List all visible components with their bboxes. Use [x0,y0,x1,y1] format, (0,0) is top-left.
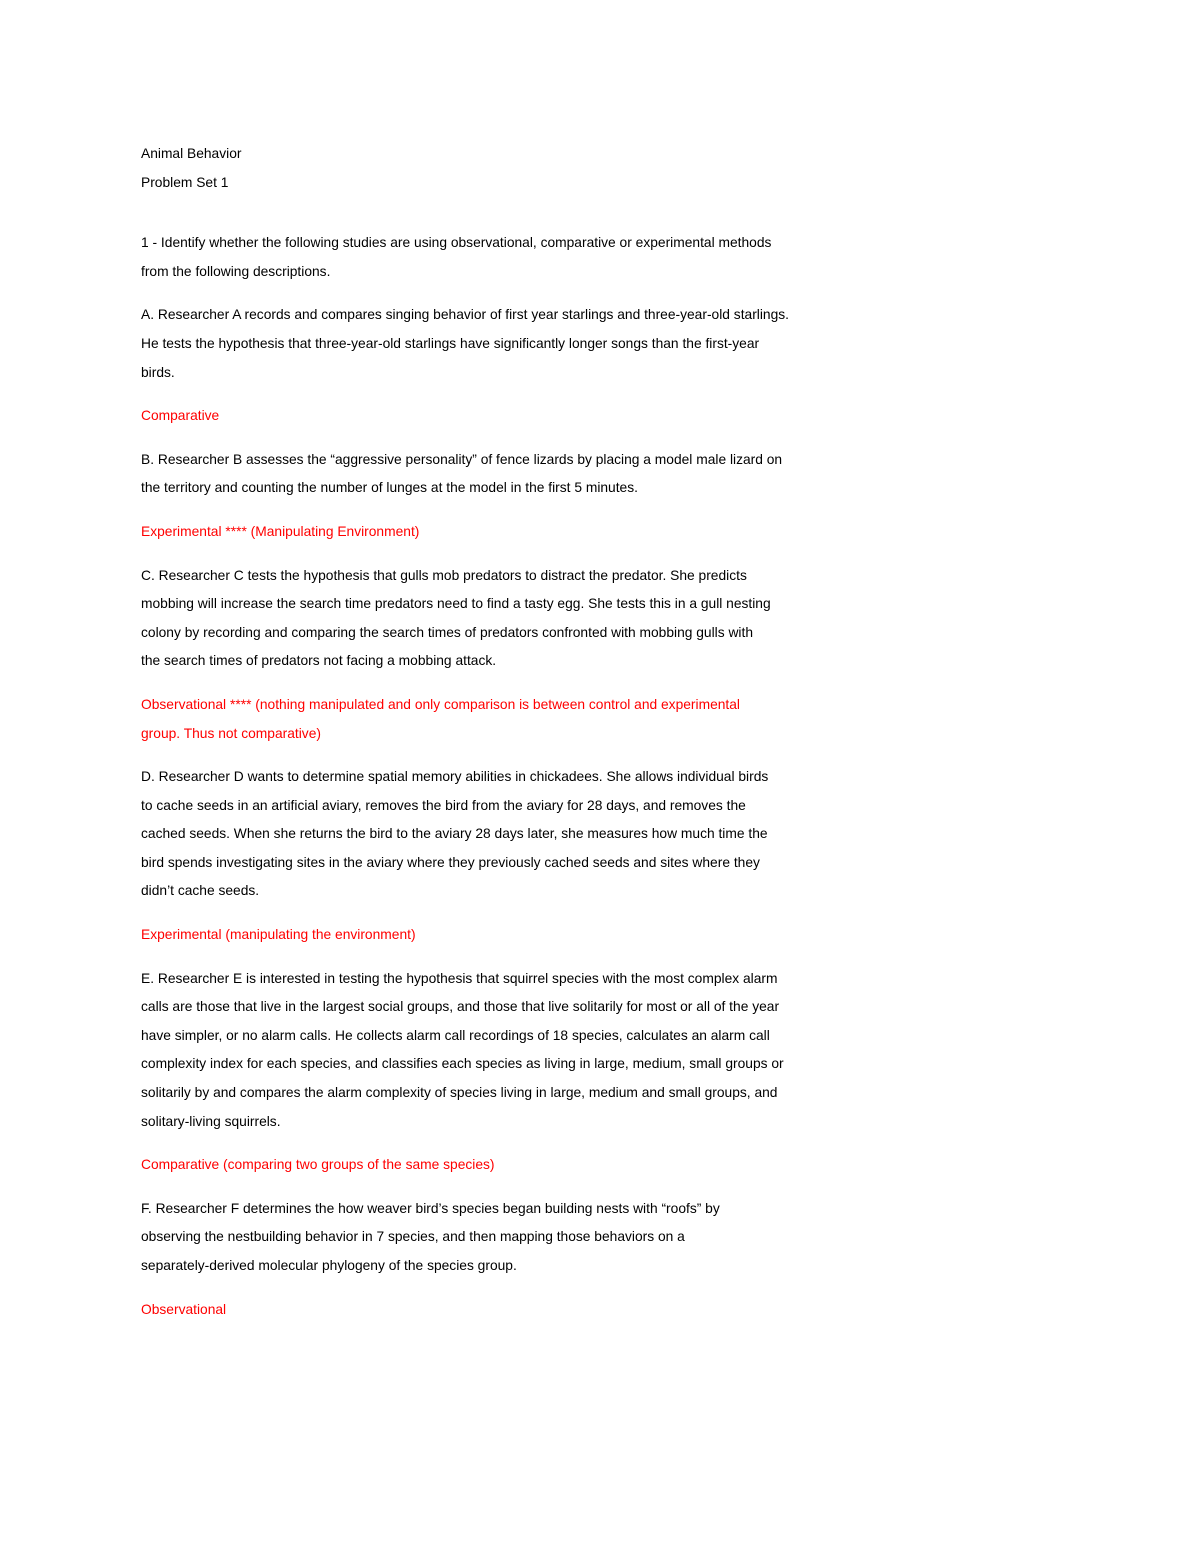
study-line: birds. [141,364,175,380]
study-line: the search times of predators not facing a mobbing attack. [141,653,497,669]
study-line: solitarily by and compares the alarm complexity of species living in large, medium and small groups, and [141,1085,778,1101]
study-line: complexity index for each species, and classifies each species as living in large, medium, small groups or [141,1056,784,1072]
question-prompt [141,229,1061,286]
study-line: observing the nestbuilding behavior in 7 species, and then mapping those behaviors on a [141,1229,685,1245]
spacer [141,748,1061,763]
answer-f [141,1296,1061,1325]
answer-line: Comparative [141,408,220,424]
answer-line: Comparative (comparing two groups of the same species) [141,1157,495,1173]
spacer [141,387,1061,402]
study-line: He tests the hypothesis that three-year-old starlings have significantly longer songs than the first-year [141,335,760,351]
study-line: E. Researcher E is interested in testing the hypothesis that squirrel species with the most complex alarm [141,970,778,986]
study-line: F. Researcher F determines the how weaver bird’s species began building nests with “roofs” by [141,1200,720,1216]
spacer [141,286,1061,301]
answer-a [141,402,1061,431]
study-line: to cache seeds in an artificial aviary, removes the bird from the aviary for 28 days, and removes the [141,797,746,813]
answer-line: Experimental (manipulating the environment) [141,927,416,943]
study-line: didn’t cache seeds. [141,883,260,899]
study-line: mobbing will increase the search time predators need to find a tasty egg. She tests this in a gull nesting [141,596,771,612]
study-line: separately-derived molecular phylogeny of the species group. [141,1258,517,1273]
spacer [141,547,1061,562]
answer-line: Experimental **** (Manipulating Environment) [141,523,420,539]
answer-line: Observational [141,1301,227,1317]
document-page [141,140,1061,1324]
spacer [141,431,1061,446]
answer-c [141,691,1061,748]
study-line: calls are those that live in the largest social groups, and those that live solitarily for most or all of the year [141,999,780,1015]
spacer [141,676,1061,691]
study-line: bird spends investigating sites in the aviary where they previously cached seeds and sites where they [141,854,760,870]
study-line: colony by recording and comparing the search times of predators confronted with mobbing gulls with [141,624,753,640]
study-line: have simpler, or no alarm calls. He collects alarm call recordings of 18 species, calculates an alarm call [141,1027,770,1043]
study-item-e [141,965,1061,1137]
study-line: A. Researcher A records and compares singing behavior of first year starlings and three-year-old starlings. [141,307,790,323]
study-line: C. Researcher C tests the hypothesis that gulls mob predators to distract the predator. She predicts [141,567,747,583]
spacer [141,503,1061,518]
course-title: Animal Behavior [141,146,242,161]
study-line: B. Researcher B assesses the “aggressive personality” of fence lizards by placing a model male lizard on [141,451,783,467]
answer-b [141,518,1061,547]
spacer [141,197,1061,229]
study-line: D. Researcher D wants to determine spatial memory abilities in chickadees. She allows individual birds [141,769,769,785]
answer-line: Observational **** (nothing manipulated and only comparison is between control and experimental [141,696,740,712]
study-item-b [141,446,1061,503]
answer-e [141,1151,1061,1180]
question-line: from the following descriptions. [141,263,331,279]
spacer [141,906,1061,921]
study-item-f [141,1195,1061,1281]
spacer [141,1281,1061,1296]
answer-line: group. Thus not comparative) [141,725,321,741]
spacer [141,1180,1061,1195]
answer-d [141,921,1061,950]
study-line: cached seeds. When she returns the bird to the aviary 28 days later, she measures how much time the [141,826,768,842]
assignment-title: Problem Set 1 [141,174,229,190]
question-line: 1 - Identify whether the following studies are using observational, comparative or experimental methods [141,235,772,251]
spacer [141,1136,1061,1151]
study-line: the territory and counting the number of lunges at the model in the first 5 minutes. [141,480,638,496]
study-item-a [141,301,1061,387]
study-item-d [141,763,1061,906]
spacer [141,950,1061,965]
study-item-c [141,562,1061,676]
study-line: solitary-living squirrels. [141,1113,281,1129]
